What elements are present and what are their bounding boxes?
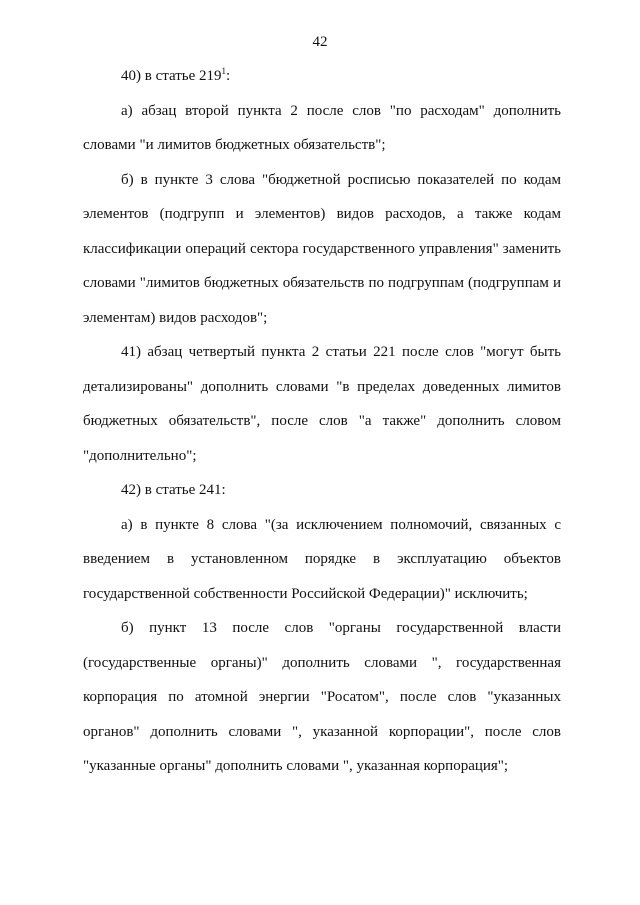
item-40-b: б) в пункте 3 слова "бюджетной росписью показателей по кодам элементов (подгрупп и элементов) видов расходов, а также кодам классификации операций сектора государственного управления" заменить словами "лимитов бюджетных обязательств по подгруппам (подгруппам и элементам) видов расходов"; — [83, 171, 561, 326]
item-40 — [83, 59, 561, 94]
page-number: 42 — [312, 34, 328, 50]
item-40-superscript: 1 — [221, 66, 227, 76]
item-42-a: а) в пункте 8 слова "(за исключением полномочий, связанных с введением в установленном порядке в эксплуатацию объектов государственной собственности Российской Федерации)" исключить; — [83, 516, 561, 602]
item-40-a: а) абзац второй пункта 2 после слов "по расходам" дополнить словами "и лимитов бюджетных обязательств"; — [83, 102, 561, 153]
document-body — [83, 59, 561, 784]
item-42-b: б) пункт 13 после слов "органы государственной власти (государственные органы)" дополнить словами ", государственная корпорация по атомной энергии "Росатом", после слов "указанных органов" дополнить словами ", указанной корпорации", после слов "указанные органы" дополнить словами ", указанная корпорация"; — [83, 620, 561, 774]
item-40-tail: : — [226, 68, 231, 84]
item-41: 41) абзац четвертый пункта 2 статьи 221 после слов "могут быть детализированы" дополнить словами "в пределах доведенных лимитов бюджетных обязательств", после слов "а также" дополнить словом "дополнительно"; — [83, 344, 561, 464]
item-42: 42) в статье 241: — [121, 482, 226, 498]
item-40-lead: 40) в статье 219 — [121, 68, 222, 84]
